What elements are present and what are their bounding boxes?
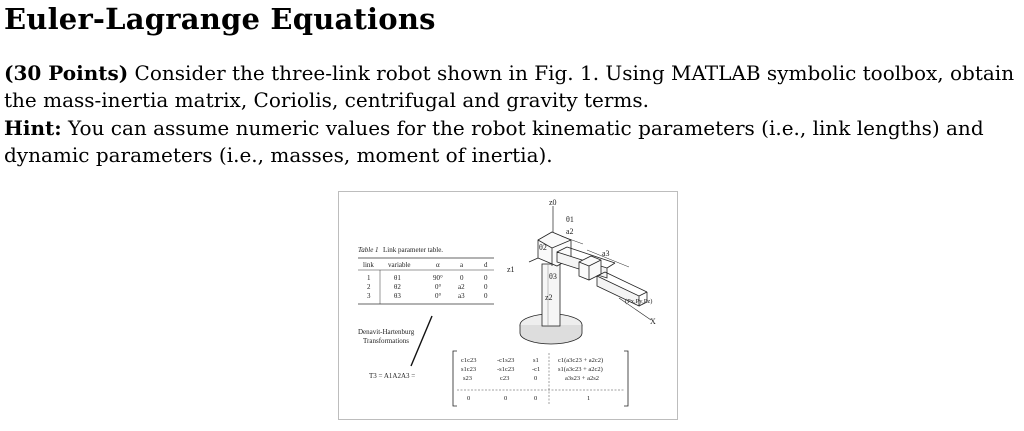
z2-label: z2 bbox=[545, 293, 553, 302]
table-cell: 3 bbox=[367, 292, 371, 300]
matrix-cell: -c1s23 bbox=[497, 357, 515, 364]
table-cell: θ1 bbox=[394, 274, 401, 282]
theta3-label: θ3 bbox=[549, 272, 557, 281]
table-row bbox=[367, 283, 488, 291]
table-cell: 0° bbox=[435, 292, 442, 300]
z1-label: z1 bbox=[507, 265, 515, 274]
matrix-cell: -c1 bbox=[532, 366, 541, 373]
table-header-a: a bbox=[460, 261, 464, 269]
matrix-cell: 0 bbox=[534, 395, 538, 402]
dh-label: Denavit-Hartenburg bbox=[358, 328, 415, 336]
matrix-cell: s1c23 bbox=[461, 366, 477, 373]
matrix-cell: a3s23 + a2s2 bbox=[565, 375, 599, 382]
position-label: (Px,Py,Pz) bbox=[625, 298, 653, 305]
table-cell: θ2 bbox=[394, 283, 401, 291]
table-caption: Link parameter table. bbox=[383, 246, 444, 254]
table-cell: 0 bbox=[484, 283, 488, 291]
hint-label: Hint: bbox=[4, 116, 62, 140]
matrix-cell: c1c23 bbox=[461, 357, 477, 364]
matrix-cell: 0 bbox=[504, 395, 508, 402]
pointer-line bbox=[411, 316, 432, 366]
z0-label: z0 bbox=[549, 198, 557, 207]
table-caption-number: Table 1 bbox=[358, 246, 379, 254]
figure-drawing bbox=[339, 192, 679, 421]
problem-statement bbox=[4, 60, 1020, 114]
table-header-alpha: α bbox=[436, 261, 440, 269]
matrix-cell: 0 bbox=[534, 375, 538, 382]
matrix-cell: c1(a3c23 + a2c2) bbox=[558, 357, 604, 364]
t3-equation: T3 = A1A2A3 = bbox=[369, 372, 416, 380]
matrix-row bbox=[461, 357, 603, 364]
table-cell: 1 bbox=[367, 274, 371, 282]
table-row bbox=[367, 274, 488, 282]
matrix-cell: 0 bbox=[467, 395, 471, 402]
points-label: (30 Points) bbox=[4, 61, 129, 85]
a2-label: a2 bbox=[566, 227, 574, 236]
a3-label: a3 bbox=[602, 249, 610, 258]
matrix-row bbox=[463, 375, 599, 382]
table-cell: 90° bbox=[433, 274, 443, 282]
theta1-label: θ1 bbox=[566, 215, 574, 224]
x-axis-label: X bbox=[650, 317, 656, 326]
table-cell: a3 bbox=[458, 292, 465, 300]
hint-text: You can assume numeric values for the robot kinematic parameters (i.e., link lengths) and dynamic parameters (i.e., masses, moment of inertia). bbox=[4, 116, 984, 167]
table-cell: 2 bbox=[367, 283, 371, 291]
table-header-d: d bbox=[484, 261, 488, 269]
matrix-cell: c23 bbox=[500, 375, 510, 382]
table-cell: 0° bbox=[435, 283, 442, 291]
matrix-cell: 1 bbox=[587, 395, 591, 402]
matrix-cell: s23 bbox=[463, 375, 473, 382]
table-row bbox=[367, 292, 488, 300]
matrix-cell: s1(a3c23 + a2c2) bbox=[558, 366, 603, 373]
theta2-label: θ2 bbox=[539, 243, 547, 252]
problem-text: Consider the three-link robot shown in Fig. 1. Using MATLAB symbolic toolbox, obtain the mass-inertia matrix, Coriolis, centrifugal and gravity terms. bbox=[4, 61, 1015, 112]
matrix-row bbox=[461, 366, 603, 373]
table-header-link: link bbox=[363, 261, 374, 269]
matrix-cell: s1 bbox=[533, 357, 539, 364]
table-cell: 0 bbox=[484, 292, 488, 300]
robot-figure bbox=[338, 191, 678, 420]
table-header-variable: variable bbox=[388, 261, 411, 269]
robot-arm-drawing bbox=[520, 206, 651, 344]
dh-label-2: Transformations bbox=[363, 337, 410, 345]
hint-paragraph bbox=[4, 115, 1020, 169]
matrix-cell: -s1c23 bbox=[497, 366, 515, 373]
table-cell: 0 bbox=[484, 274, 488, 282]
table-cell: 0 bbox=[460, 274, 464, 282]
table-cell: θ3 bbox=[394, 292, 401, 300]
matrix-row bbox=[467, 395, 590, 402]
page-title: Euler-Lagrange Equations bbox=[4, 2, 436, 36]
table-cell: a2 bbox=[458, 283, 465, 291]
